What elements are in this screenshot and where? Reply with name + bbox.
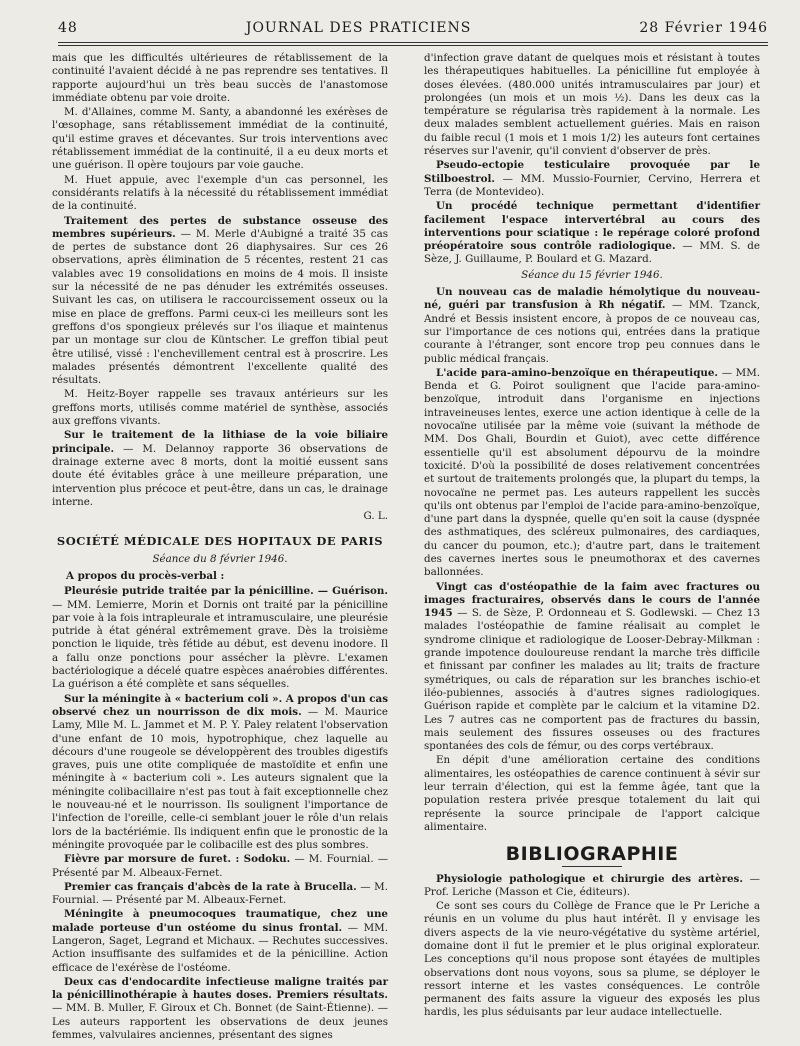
article-body: — M. Maurice Lamy, Mlle M. L. Jammet et M. P. Y. Paley relatent l'observation d'une enfant de 10 mois, hypotrophique, chez laquelle au décours d'une rougeole se développèrent des troubles digestifs graves, puis une otite compliquée de mastoïdite et enfin une méningite à « bacterium coli ». Les auteurs signalent que la méningite colibacillaire n'est pas tout à fait exceptionnelle chez le nouveau-né et le nourrisson. Ils soulignent l'importance de l'infection de l'oreille, celle-ci semblant jouer le rôle d'un relais lors de la bactériémie. Ils indiquent enfin que le pronostic de la méningite provoquée par le colibacille est des plus sombres. [52,705,388,851]
article-title: Un procédé technique permettant d'identifier facilement l'espace intervertébral au cours des interventions pour sciatique : le repérage coloré profond préopératoire sous contrôle radiologique. [424,200,760,253]
paragraph: M. Heitz-Boyer rappelle ses travaux antérieurs sur les greffons morts, utilisés comme matériel de synthèse, associés aux greffons vivants. [52,388,388,428]
article-title: Premier cas français d'abcès de la rate à Brucella. [64,880,357,893]
article-body: — S. de Sèze, P. Ordonneau et S. Godlewski. — Chez 13 malades l'ostéopathie de famine réalisait au complet le syndrome clinique et radiologique de Looser-Debray-Milkman : grande impotence douloureuse rendant la marche très difficile et finissant par confiner les malades au lit; traits de fracture symétriques, ou cals de réparation sur les branches ischio-et iléo-pubiennes, associés à d'autres signes radiologiques. Guérison rapide et complète par le calcium et la vitamine D2. Les 7 autres cas ne comportent pas de fractures du bassin, mais seulement des fissures osseuses ou des fractures spontanées des cols de fémur, ou des corps vertébraux. [424,607,760,753]
article-entry [52,881,388,908]
article-entry [52,908,388,974]
paragraph: M. d'Allaines, comme M. Santy, a abandonné les exérèses de l'œsophage, sans rétablissement immédiat de la continuité, qu'il estime graves et décevantes. Sur trois interventions avec rétablissement immédiat de la continuité, il a eu deux morts et une guérison. Il opère toujours par voie gauche. [52,106,388,172]
bibliography-heading: BIBLIOGRAPHIE [505,843,679,866]
article-entry [424,200,760,266]
article-entry [424,286,760,366]
article-title: Méningite à pneumocoques traumatique, chez une malade porteuse d'un ostéome du sinus frontal. [52,908,388,934]
journal-title: JOURNAL DES PRATICIENS [245,20,472,36]
society-heading: SOCIÉTÉ MÉDICALE DES HOPITAUX DE PARIS [56,534,384,549]
subheading: A propos du procès-verbal : [66,569,225,582]
article-entry [424,873,760,900]
page-number: 48 [58,20,78,36]
article-entry [52,215,388,388]
article-body: — MM. B. Muller, F. Giroux et Ch. Bonnet (de Saint-Étienne). — Les auteurs rapportent les observations de deux jeunes femmes, valvulaires anciennes, présentant des signes [52,1002,388,1042]
article-title: Vingt cas d'ostéopathie de la faim avec fractures ou images fracturaires, observés dans le cours de l'année 1945 [424,580,760,620]
paragraph: En dépit d'une amélioration certaine des conditions alimentaires, les ostéopathies de carence continuent à sévir sur leur terrain d'élection, qui est la femme âgée, tant que la population restera privée presque totalement du lait qui représente la source principale de l'apport calcique alimentaire. [424,754,760,833]
right-column [424,52,760,1021]
article-title: Pseudo-ectopie testiculaire provoquée par le Stilboestrol. [424,159,760,185]
author-signature: G. L. [363,510,388,523]
article-body: — MM. Lemierre, Morin et Dornis ont traité par la pénicilline par voie à la fois intrapleurale et intramusculaire, une pleurésie putride à état général extrêmement grave. Dès la troisième ponction le liquide, très fétide au début, est devenu inodore. Il a fallu onze ponctions pour assécher la plèvre. L'examen bactériologique a décelé quatre espèces anaérobies différentes. La guérison a été complète et sans séquelles. [52,598,388,691]
session-date: Séance du 15 février 1946. [521,268,663,281]
paragraph: M. Huet appuie, avec l'exemple d'un cas personnel, les considérants relatifs à la nécessité du rétablissement immédiat de la continuité. [52,173,388,213]
header-rule [58,42,768,46]
article-entry [424,159,760,199]
article-entry [52,976,388,1042]
article-title: Sur la méningite à « bacterium coli ». A propos d'un cas observé chez un nourrisson de dix mois. [52,692,388,718]
article-title: Un nouveau cas de maladie hémolytique du nouveau-né, guéri par transfusion à Rh négatif. [424,286,760,312]
article-title: L'acide para-amino-benzoïque en thérapeutique. [436,366,719,379]
article-body: — M. Fournial. — Présenté par M. Albeaux-Fernet. [52,853,389,879]
paragraph: d'infection grave datant de quelques mois et résistant à toutes les thérapeutiques habituelles. La pénicilline fut employée à doses élevées. (480.000 unités intramusculaires par jour) et prolongées (un mois et un mois ½). Dans les deux cas la température se régularisa très rapidement à la normale. Les deux malades semblent actuellement guéries. Mais en raison du faible recul (1 mois et 1 mois 1/2) les auteurs font certaines réserves sur l'avenir, qu'il convient d'observer de près. [424,52,760,158]
article-body: — MM. Langeron, Saget, Legrand et Michaux. — Rechutes successives. Action insuffisante des sulfamides et de la pénicilline. Action efficace de l'exérèse de l'ostéome. [52,921,388,974]
article-title: Traitement des pertes de substance osseuse des membres supérieurs. [52,214,388,240]
article-title: Physiologie pathologique et chirurgie des artères. [436,872,743,885]
article-entry [52,585,388,691]
article-body: — MM. Benda et G. Poirot soulignent que l'acide para-amino-benzoïque, introduit dans l'organisme en injections intraveineuses lentes, exerce une action identique à celle de la novocaïne utilisée par la même voie (suivant la méthode de MM. Dos Ghali, Bourdin et Guiot), avec cette différence essentielle qu'il est absolument dépourvu de la moindre toxicité. D'où la possibilité de doses relativement concentrées et surtout de traitements prolongés que, la plupart du temps, la novocaïne ne permet pas. Les auteurs rappellent les succès qu'ils ont obtenus par l'emploi de l'acide para-amino-benzoïque, d'une part dans la dyspnée, quelle qu'en soit la cause (dyspnée des asthmatiques, des scléreux pulmonaires, des cardiaques, du cancer du poumon, etc.); d'autre part, dans le traitement des cavernes inertes sous le pneumothorax et des cavernes ballonnées. [424,366,761,579]
paragraph: mais que les difficultés ultérieures de rétablissement de la continuité l'avaient décidé à ne pas reprendre ses tentatives. Il rapporte aujourd'hui un très beau succès de l'anastomose immédiate obtenu par voie droite. [52,52,388,104]
article-body: — M. Fournial. — Présenté par M. Albeaux-Fernet. [52,880,388,907]
article-title: Fièvre par morsure de furet. : Sodoku. [64,853,291,866]
left-column [52,52,388,1043]
page-header [58,14,768,42]
article-title: Pleurésie putride traitée par la pénicilline. — Guérison. [64,585,388,598]
article-title: Deux cas d'endocardite infectieuse maligne traités par la pénicillinothérapie à hautes doses. Premiers résultats. [52,975,388,1002]
article-body: — MM. S. de Sèze, J. Guillaume, P. Boulard et G. Mazard. [424,240,760,266]
article-entry [424,367,760,580]
issue-date: 28 Février 1946 [639,20,768,36]
article-entry [52,429,388,509]
article-title: Sur le traitement de la lithiase de la voie biliaire principale. [52,429,388,455]
article-body: — MM. Mussio-Fournier, Cervino, Herrera et Terra (de Montevideo). [424,172,760,198]
article-entry [52,853,388,880]
article-body: — Prof. Leriche (Masson et Cie, éditeurs). [424,872,760,898]
paragraph: Ce sont ses cours du Collège de France que le Pr Leriche a réunis en un volume du plus haut intérêt. Il y envisage les divers aspects de la vie neuro-végétative du système artériel, domaine dont il fut le premier et le plus original explorateur. Les conceptions qu'il nous propose sont étayées de multiples observations dont nous voyons, sous sa plume, se déployer le ressort interne et les vastes conséquences. Le contrôle permanent des faits assure la vigueur des exposés les plus hardis, les plus séduisants par leur audace intellectuelle. [424,900,760,1019]
bibliography-rule [562,866,622,867]
article-body: — M. Merle d'Aubigné a traité 35 cas de pertes de substance dont 26 diaphysaires. Sur ces 26 observations, après élimination de 5 récentes, restent 21 cas valables avec 19 consolidations en moins de 4 mois. Il insiste sur la nécessité de ne pas dénuder les extrémités osseuses. Suivant les cas, on utilisera le raccourcissement osseux ou la mise en place de greffons. Parmi ceux-ci les meilleurs sont les greffons d'os spongieux prélevés sur l'os iliaque et maintenus par un montage sur clou de Küntscher. Le greffon tibial peut être utilisé, vissé : l'enchevillement central est à proscrire. Les malades présentés démontrent l'excellente qualité des résultats. [52,227,388,387]
article-entry [424,581,760,754]
article-body: — MM. Tzanck, André et Bessis insistent encore, à propos de ce nouveau cas, sur l'importance de ces notions qui, entrées dans la pratique courante à l'étranger, sont encore trop peu connues dans le public médical français. [424,299,760,365]
session-date: Séance du 8 février 1946. [152,552,288,565]
article-body: — M. Delannoy rapporte 36 observations de drainage externe avec 8 morts, dont la moitié eussent sans doute été évitables grâce à une meilleure préparation, une intervention plus précoce et peut-être, dans un cas, le drainage interne. [52,442,388,508]
article-entry [52,693,388,853]
